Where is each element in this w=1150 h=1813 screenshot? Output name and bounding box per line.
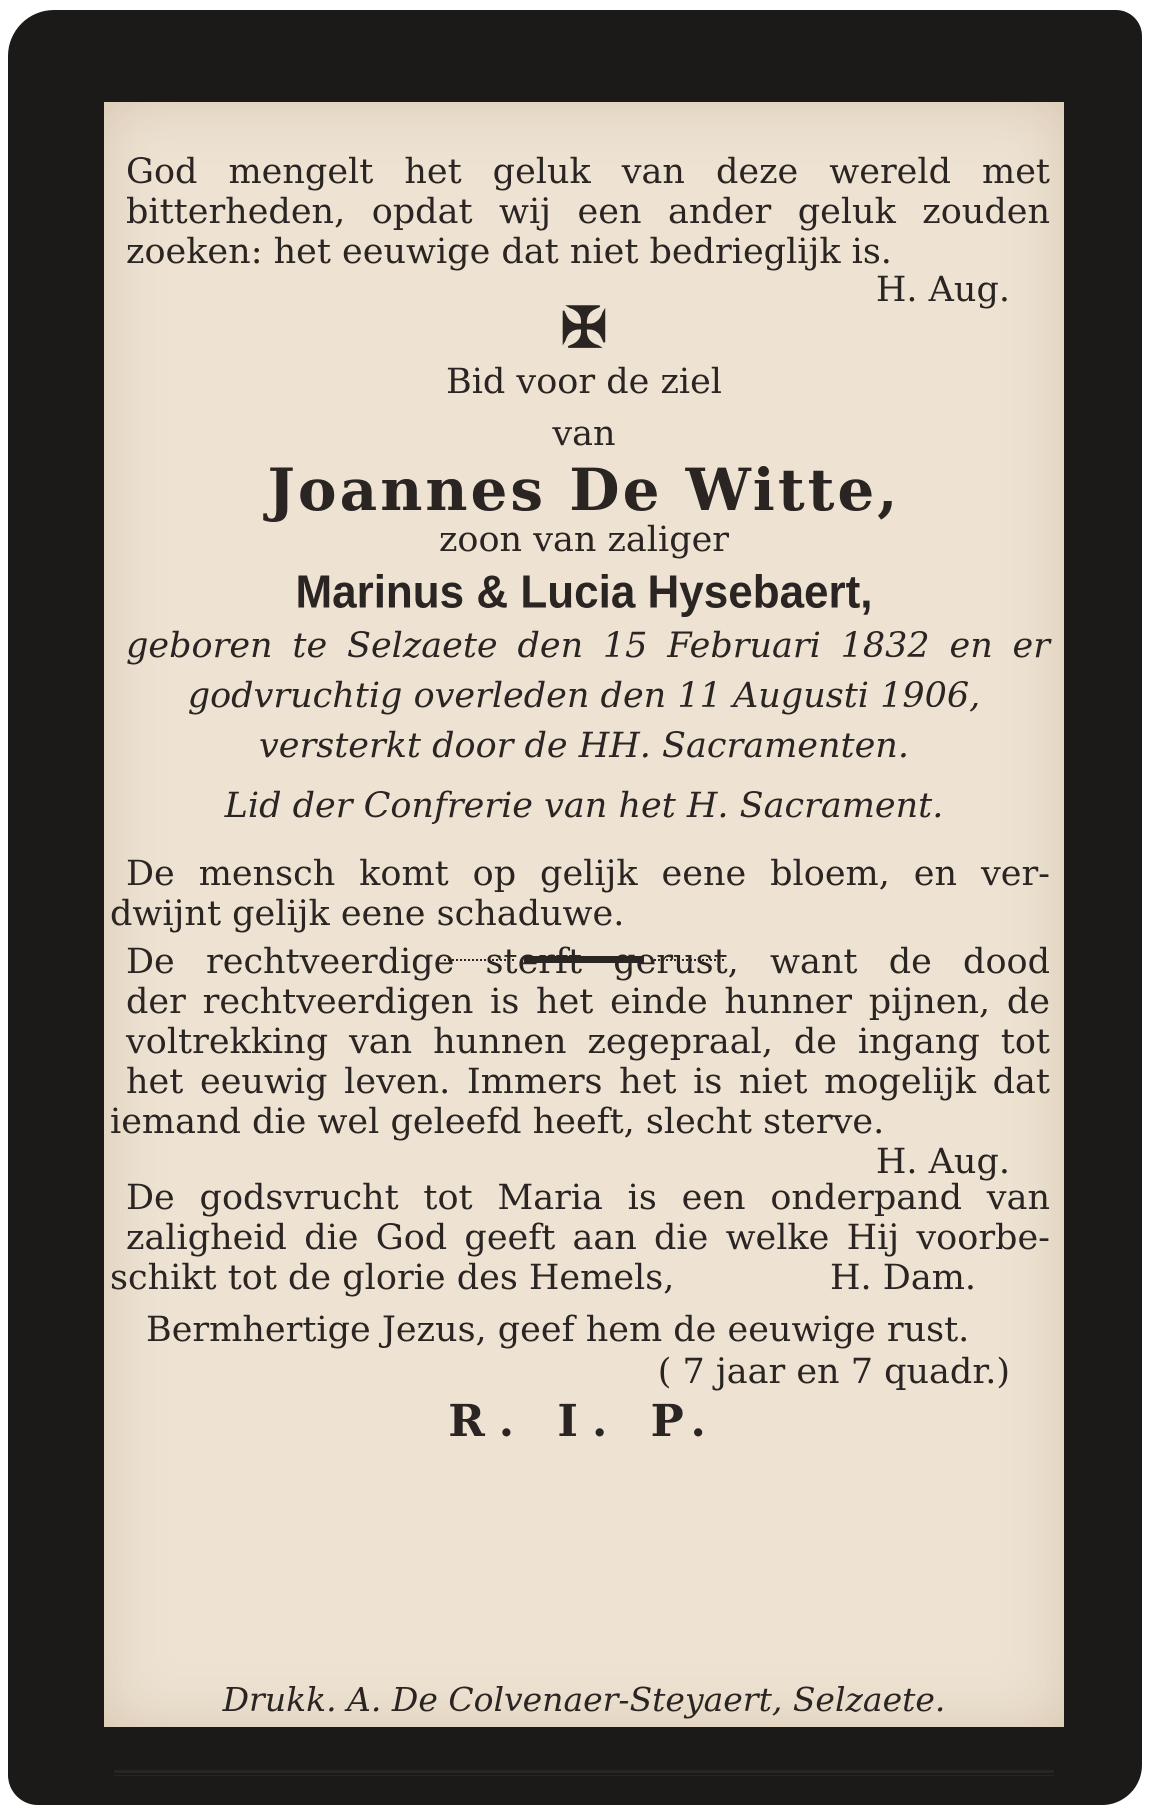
quote3-line: der rechtveerdigen is het einde hunner pijnen, de xyxy=(126,982,1050,1022)
details-line: godvruchtig overleden den 11 Augusti 1906, xyxy=(187,676,981,716)
indulgence: ( 7 jaar en 7 quadr.) xyxy=(657,1352,1010,1392)
quote1-line: zoeken: het eeuwige dat niet bedrieglijk is. xyxy=(126,232,892,272)
son-of: zoon van zaliger xyxy=(438,520,730,560)
footer-rule xyxy=(114,1775,1054,1776)
final-prayer: Bermhertige Jezus, geef hem de eeuwige rust. xyxy=(146,1310,970,1350)
quote3-line: het eeuwig leven. Immers het is niet mogelijk dat xyxy=(126,1062,1050,1102)
deceased-name: Joannes De Witte, xyxy=(267,456,901,524)
quote2-line: De mensch komt op gelijk eene bloem, en ver- xyxy=(126,854,1050,894)
quote4-attribution: H. Dam. xyxy=(830,1258,977,1298)
footer-rule xyxy=(114,1770,1054,1773)
quote2-line: dwijnt gelijk eene schaduwe. xyxy=(110,894,625,934)
memorial-card xyxy=(8,10,1142,1805)
details-line: geboren te Selzaete den 15 Februari 1832 en er xyxy=(126,626,1050,666)
quote4-line: schikt tot de glorie des Hemels, xyxy=(110,1258,675,1298)
quote1-line: God mengelt het geluk van deze wereld met xyxy=(126,152,1050,192)
quote4-line: zaligheid die God geeft aan die welke Hij voorbe- xyxy=(126,1218,1050,1258)
quote3-attribution: H. Aug. xyxy=(875,1142,1010,1182)
quote3-line: voltrekking van hunnen zegepraal, de ingang tot xyxy=(126,1022,1050,1062)
quote1-attribution: H. Aug. xyxy=(875,270,1010,310)
quote3-line: iemand die wel geleefd heeft, slecht sterve. xyxy=(110,1102,885,1142)
membership: Lid der Confrerie van het H. Sacrament. xyxy=(224,786,944,826)
quote1-line: bitterheden, opdat wij een ander geluk zouden xyxy=(126,192,1050,232)
rip: R. I. P. xyxy=(448,1396,720,1447)
prayer-line: Bid voor de ziel xyxy=(445,362,722,402)
details-line: versterkt door de HH. Sacramenten. xyxy=(259,726,909,766)
card-paper xyxy=(104,102,1064,1727)
prayer-van: van xyxy=(552,414,616,454)
quote3-line: De rechtveerdige sterft gerust, want de dood xyxy=(126,942,1050,982)
parents-names: Marinus & Lucia Hysebaert, xyxy=(295,566,873,619)
cross-icon: ✠ xyxy=(560,295,608,361)
printer-credit: Drukk. A. De Colvenaer-Steyaert, Selzaete. xyxy=(222,1680,946,1719)
quote4-line: De godsvrucht tot Maria is een onderpand van xyxy=(126,1178,1050,1218)
